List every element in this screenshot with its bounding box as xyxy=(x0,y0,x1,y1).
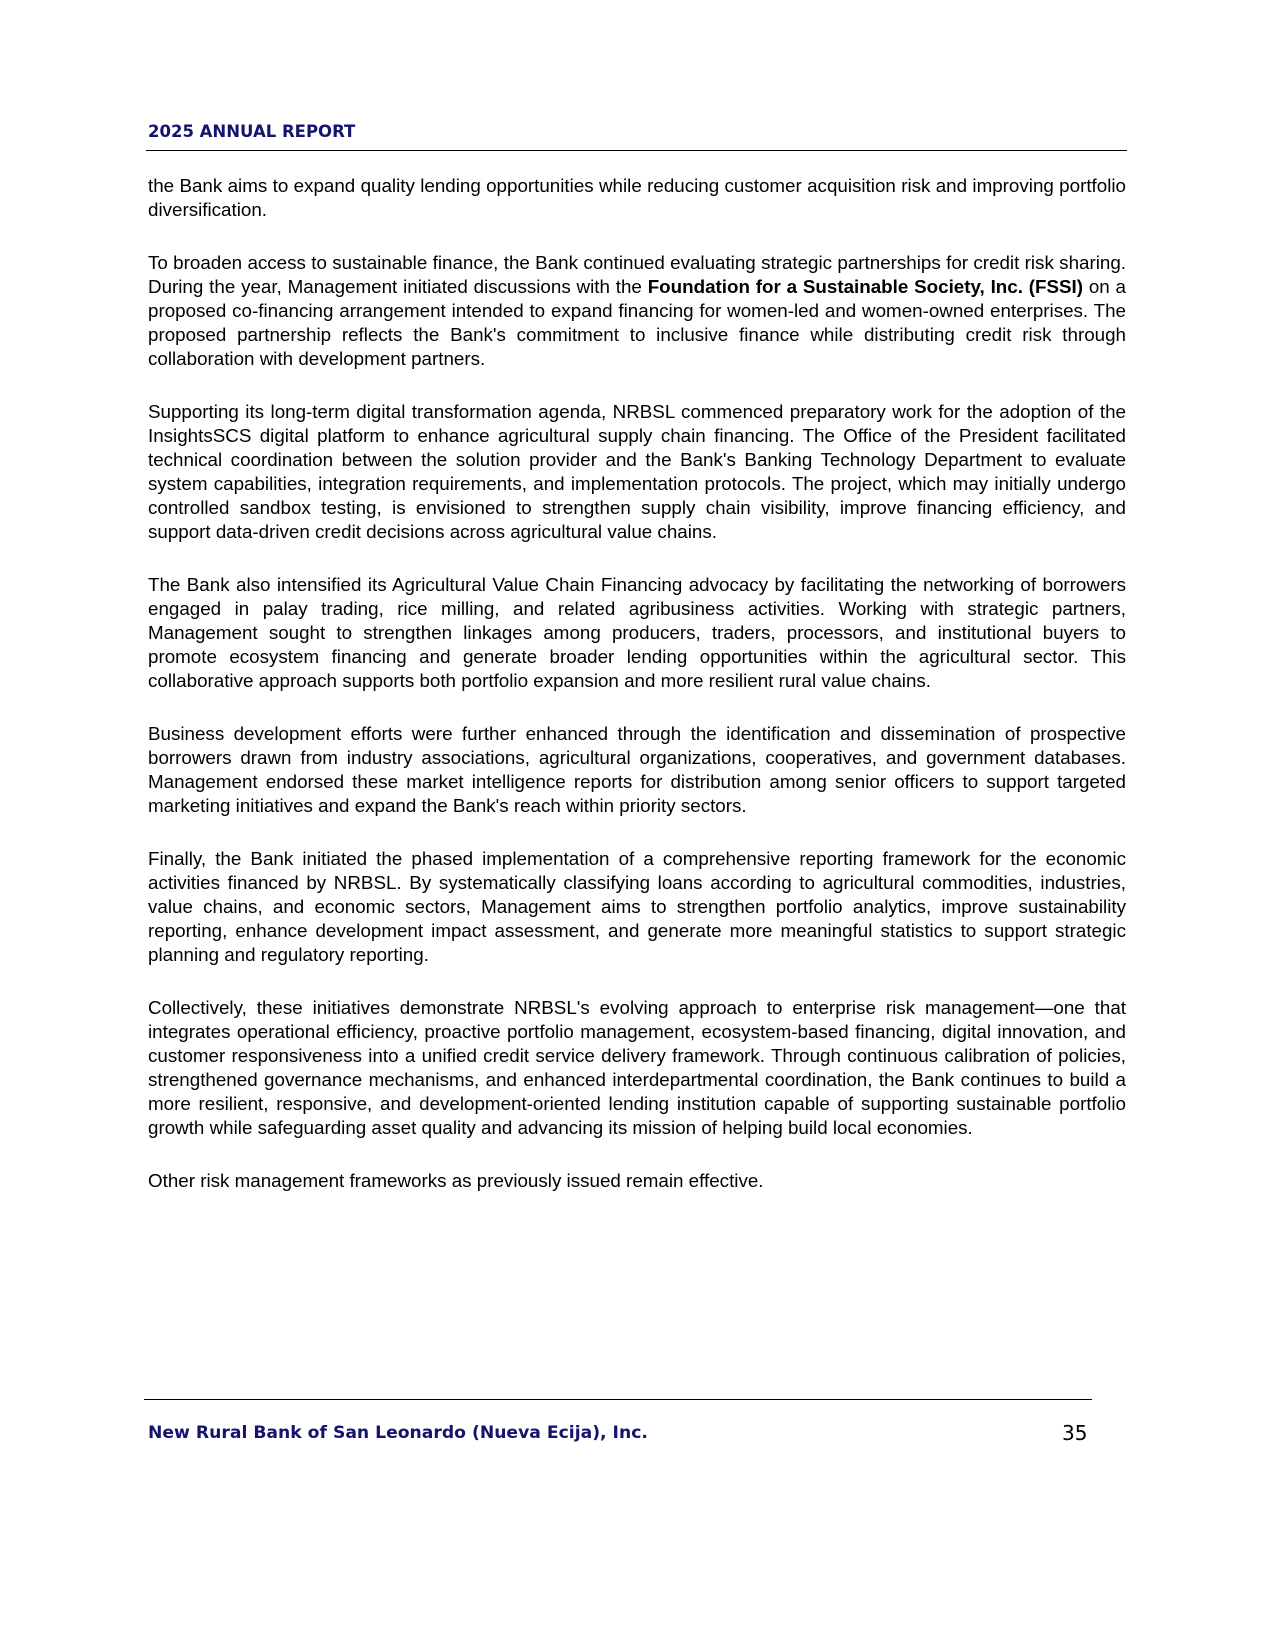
paragraph-reporting-framework: Finally, the Bank initiated the phased implementation of a comprehensive reporting framework for the economic activities financed by NRBSL. By systematically classifying loans according to agricultural commodities, industries, value chains, and economic sectors, Management aims to strengthen portfolio analytics, improve sustainability reporting, enhance development impact assessment, and generate more meaningful statistics to support strategic planning and regulatory reporting. xyxy=(148,848,1126,965)
paragraph-other-frameworks: Other risk management frameworks as previously issued remain effective. xyxy=(148,1170,764,1191)
header-divider xyxy=(146,150,1127,151)
report-body xyxy=(148,174,1126,1222)
paragraph-business-development: Business development efforts were further enhanced through the identification and dissemination of prospective borrowers drawn from industry associations, agricultural organizations, cooperatives, and government databases. Management endorsed these market intelligence reports for distribution among senior officers to support targeted marketing initiatives and expand the Bank's reach within priority sectors. xyxy=(148,723,1126,816)
paragraph-lending-opportunities: the Bank aims to expand quality lending opportunities while reducing customer acquisition risk and improving portfolio diversification. xyxy=(148,175,1126,220)
report-header-title: 2025 ANNUAL REPORT xyxy=(148,122,356,141)
paragraph-value-chain-financing: The Bank also intensified its Agricultural Value Chain Financing advocacy by facilitating the networking of borrowers engaged in palay trading, rice milling, and related agribusiness activities. Working with strategic partners, Management sought to strengthen linkages among producers, traders, processors, and institutional buyers to promote ecosystem financing and generate broader lending opportunities within the agricultural sector. This collaborative approach supports both portfolio expansion and more resilient rural value chains. xyxy=(148,574,1126,691)
fssi-name: Foundation for a Sustainable Society, Inc. (FSSI) xyxy=(647,276,1084,297)
paragraph-text: To broaden access to sustainable finance, the Bank continued evaluating strategic partnerships for credit risk sharing. During the year, Management initiated discussions with the xyxy=(148,252,1126,297)
paragraph-text: on a proposed co-financing arrangement intended to expand financing for women-led and women-owned enterprises. The proposed partnership reflects the Bank's commitment to inclusive finance while distributing credit risk through collaboration with development partners. xyxy=(148,276,1127,369)
footer-divider xyxy=(144,1399,1092,1400)
paragraph-sustainable-finance xyxy=(148,251,1126,371)
footer-bank-name: New Rural Bank of San Leonardo (Nueva Ecija), Inc. xyxy=(148,1423,648,1443)
paragraph-risk-management-summary: Collectively, these initiatives demonstrate NRBSL's evolving approach to enterprise risk management—one that integrates operational efficiency, proactive portfolio management, ecosystem-based financing, digital innovation, and customer responsiveness into a unified credit service delivery framework. Through continuous calibration of policies, strengthened governance mechanisms, and enhanced interdepartmental coordination, the Bank continues to build a more resilient, responsive, and development-oriented lending institution capable of supporting sustainable portfolio growth while safeguarding asset quality and advancing its mission of helping build local economies. xyxy=(148,997,1126,1138)
page-number: 35 xyxy=(1062,1421,1088,1445)
paragraph-digital-transformation: Supporting its long-term digital transformation agenda, NRBSL commenced preparatory work for the adoption of the InsightsSCS digital platform to enhance agricultural supply chain financing. The Office of the President facilitated technical coordination between the solution provider and the Bank's Banking Technology Department to evaluate system capabilities, integration requirements, and implementation protocols. The project, which may initially undergo controlled sandbox testing, is envisioned to strengthen supply chain visibility, improve financing efficiency, and support data-driven credit decisions across agricultural value chains. xyxy=(148,401,1126,542)
